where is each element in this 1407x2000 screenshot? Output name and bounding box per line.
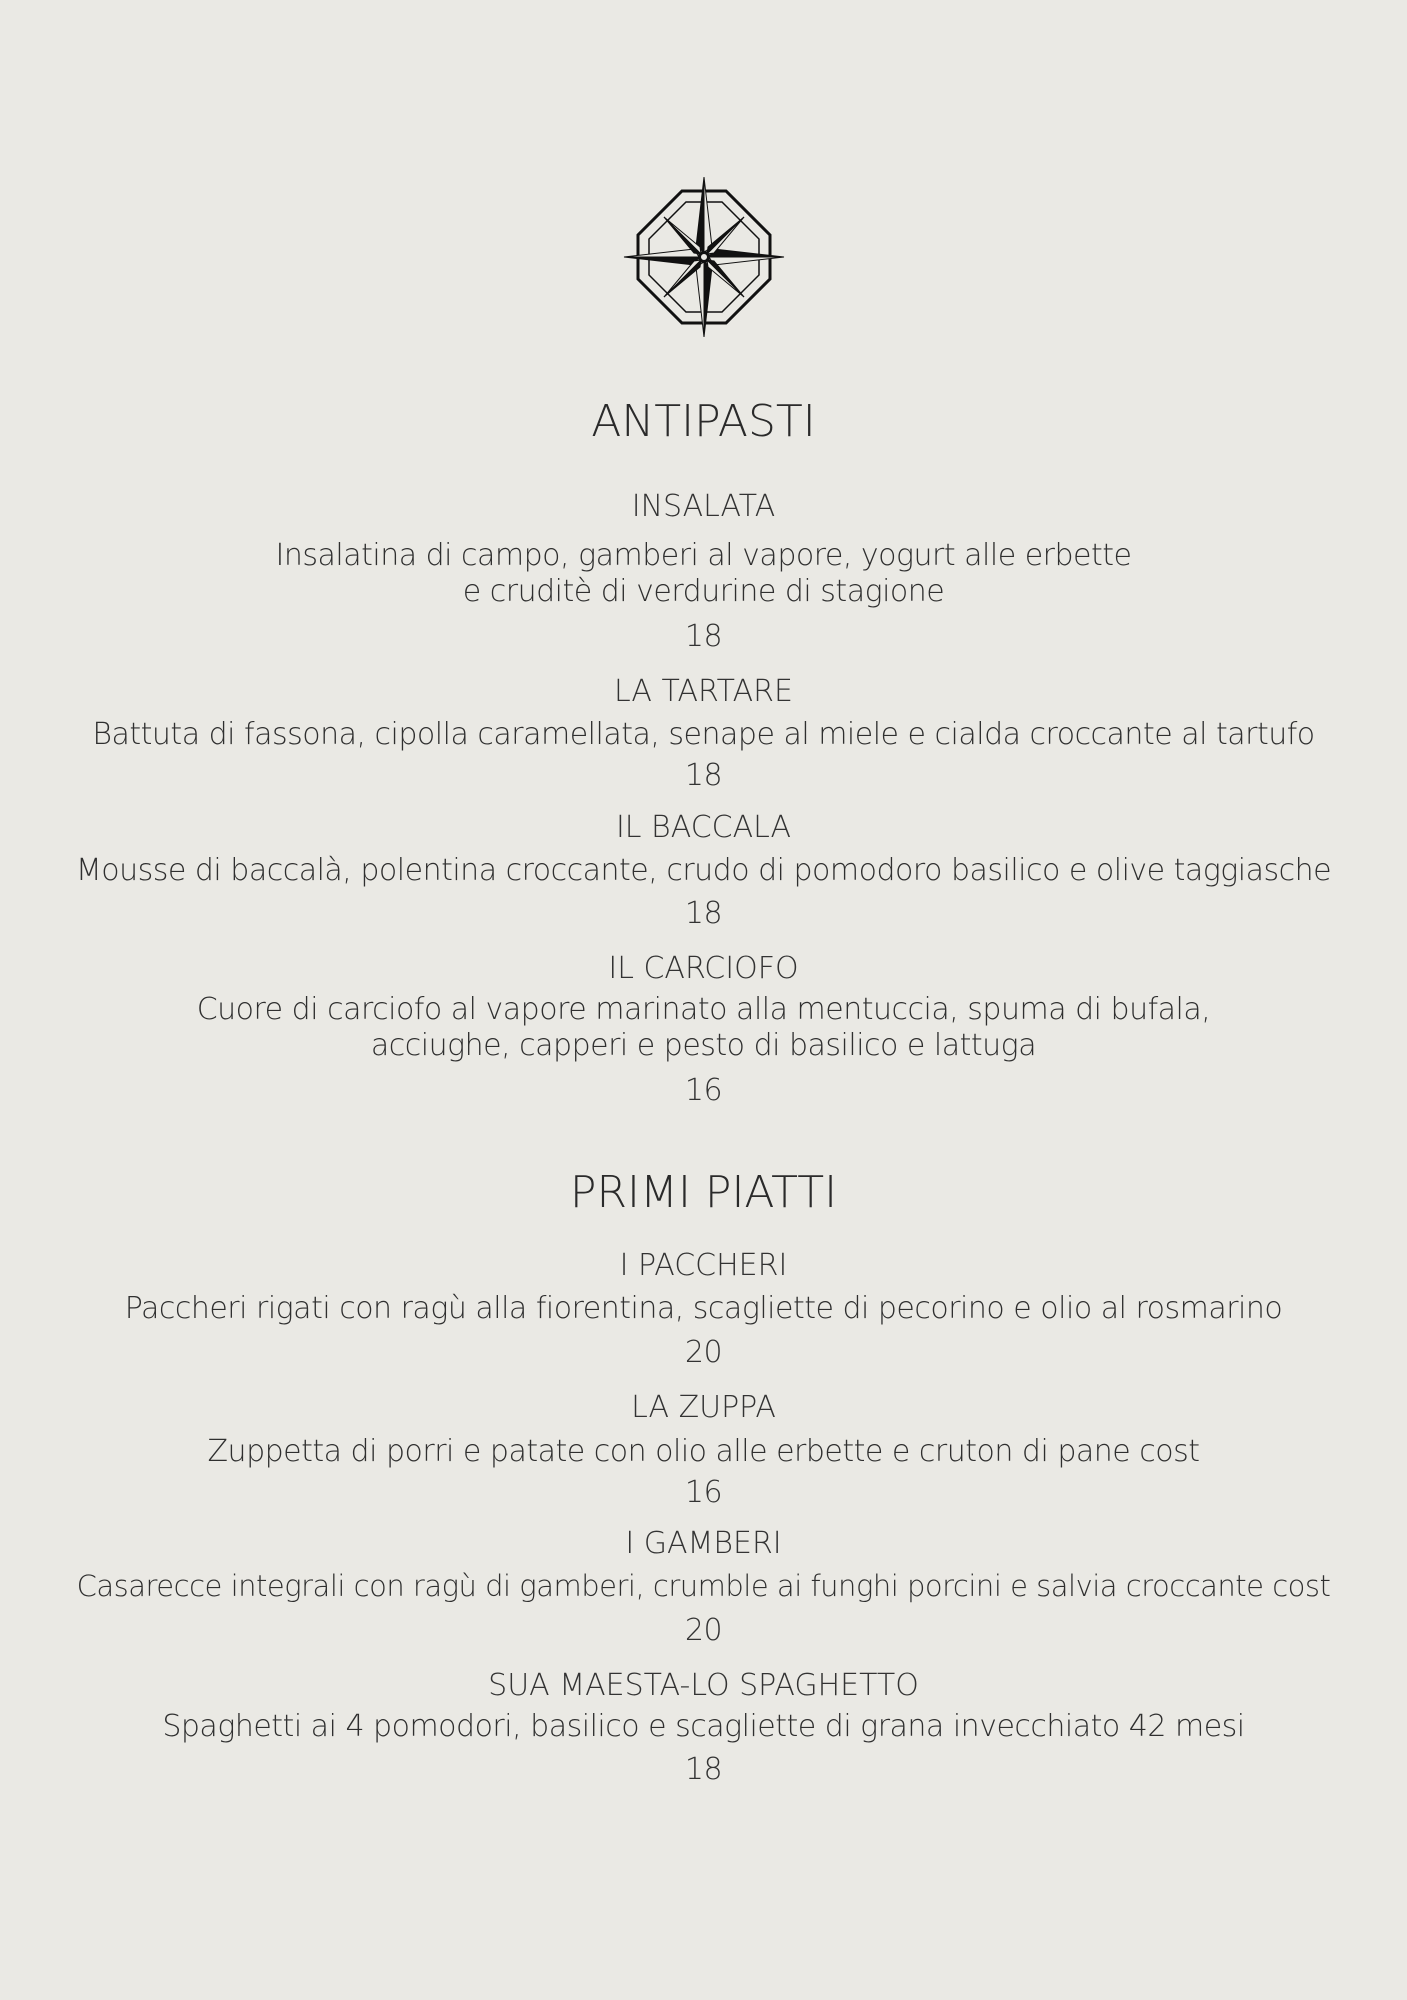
- dish-desc-insalata-line2: e cruditè di verdurine di stagione: [462, 574, 945, 609]
- dish-desc-insalata-line1: Insalatina di campo, gamberi al vapore, yogurt alle erbette: [275, 538, 1132, 573]
- dish-desc-il-carciofo-line2: acciughe, capperi e pesto di basilico e lattuga: [370, 1028, 1037, 1063]
- dish-name-la-zuppa: LA ZUPPA: [631, 1390, 776, 1425]
- dish-price-la-zuppa: 16: [684, 1475, 723, 1510]
- dish-price-i-gamberi: 20: [684, 1613, 723, 1648]
- section-title-primi-piatti: PRIMI PIATTI: [569, 1167, 838, 1218]
- dish-desc-la-zuppa: Zuppetta di porri e patate con olio alle erbette e cruton di pane cost: [207, 1434, 1200, 1469]
- dish-desc-i-gamberi: Casarecce integrali con ragù di gamberi, crumble ai funghi porcini e salvia croccante cost: [76, 1569, 1331, 1603]
- dish-price-il-carciofo: 16: [684, 1073, 723, 1108]
- dish-desc-la-tartare: Battuta di fassona, cipolla caramellata, senape al miele e cialda croccante al tartufo: [92, 717, 1315, 752]
- dish-price-sua-maesta-lo-spaghetto: 18: [684, 1752, 723, 1787]
- dish-name-il-carciofo: IL CARCIOFO: [608, 951, 799, 986]
- dish-price-la-tartare: 18: [684, 758, 723, 793]
- dish-name-la-tartare: LA TARTARE: [614, 674, 793, 709]
- dish-name-i-paccheri: I PACCHERI: [619, 1248, 788, 1283]
- dish-name-insalata: INSALATA: [631, 489, 776, 524]
- dish-price-insalata: 18: [684, 619, 723, 654]
- dish-price-i-paccheri: 20: [684, 1335, 723, 1370]
- dish-desc-il-carciofo-line1: Cuore di carciofo al vapore marinato alla mentuccia, spuma di bufala,: [196, 992, 1211, 1027]
- compass-rose-logo: [622, 175, 786, 339]
- dish-price-il-baccala: 18: [684, 896, 723, 931]
- dish-name-sua-maesta-lo-spaghetto: SUA MAESTA-LO SPAGHETTO: [488, 1668, 919, 1703]
- dish-desc-il-baccala: Mousse di baccalà, polentina croccante, crudo di pomodoro basilico e olive taggiasche: [75, 853, 1332, 888]
- dish-desc-sua-maesta-lo-spaghetto: Spaghetti ai 4 pomodori, basilico e scagliette di grana invecchiato 42 mesi: [162, 1709, 1245, 1744]
- dish-name-i-gamberi: I GAMBERI: [625, 1526, 782, 1561]
- dish-desc-i-paccheri: Paccheri rigati con ragù alla fiorentina, scagliette di pecorino e olio al rosmarino: [124, 1291, 1283, 1326]
- dish-name-il-baccala: IL BACCALA: [615, 810, 792, 845]
- section-title-antipasti: ANTIPASTI: [591, 396, 816, 447]
